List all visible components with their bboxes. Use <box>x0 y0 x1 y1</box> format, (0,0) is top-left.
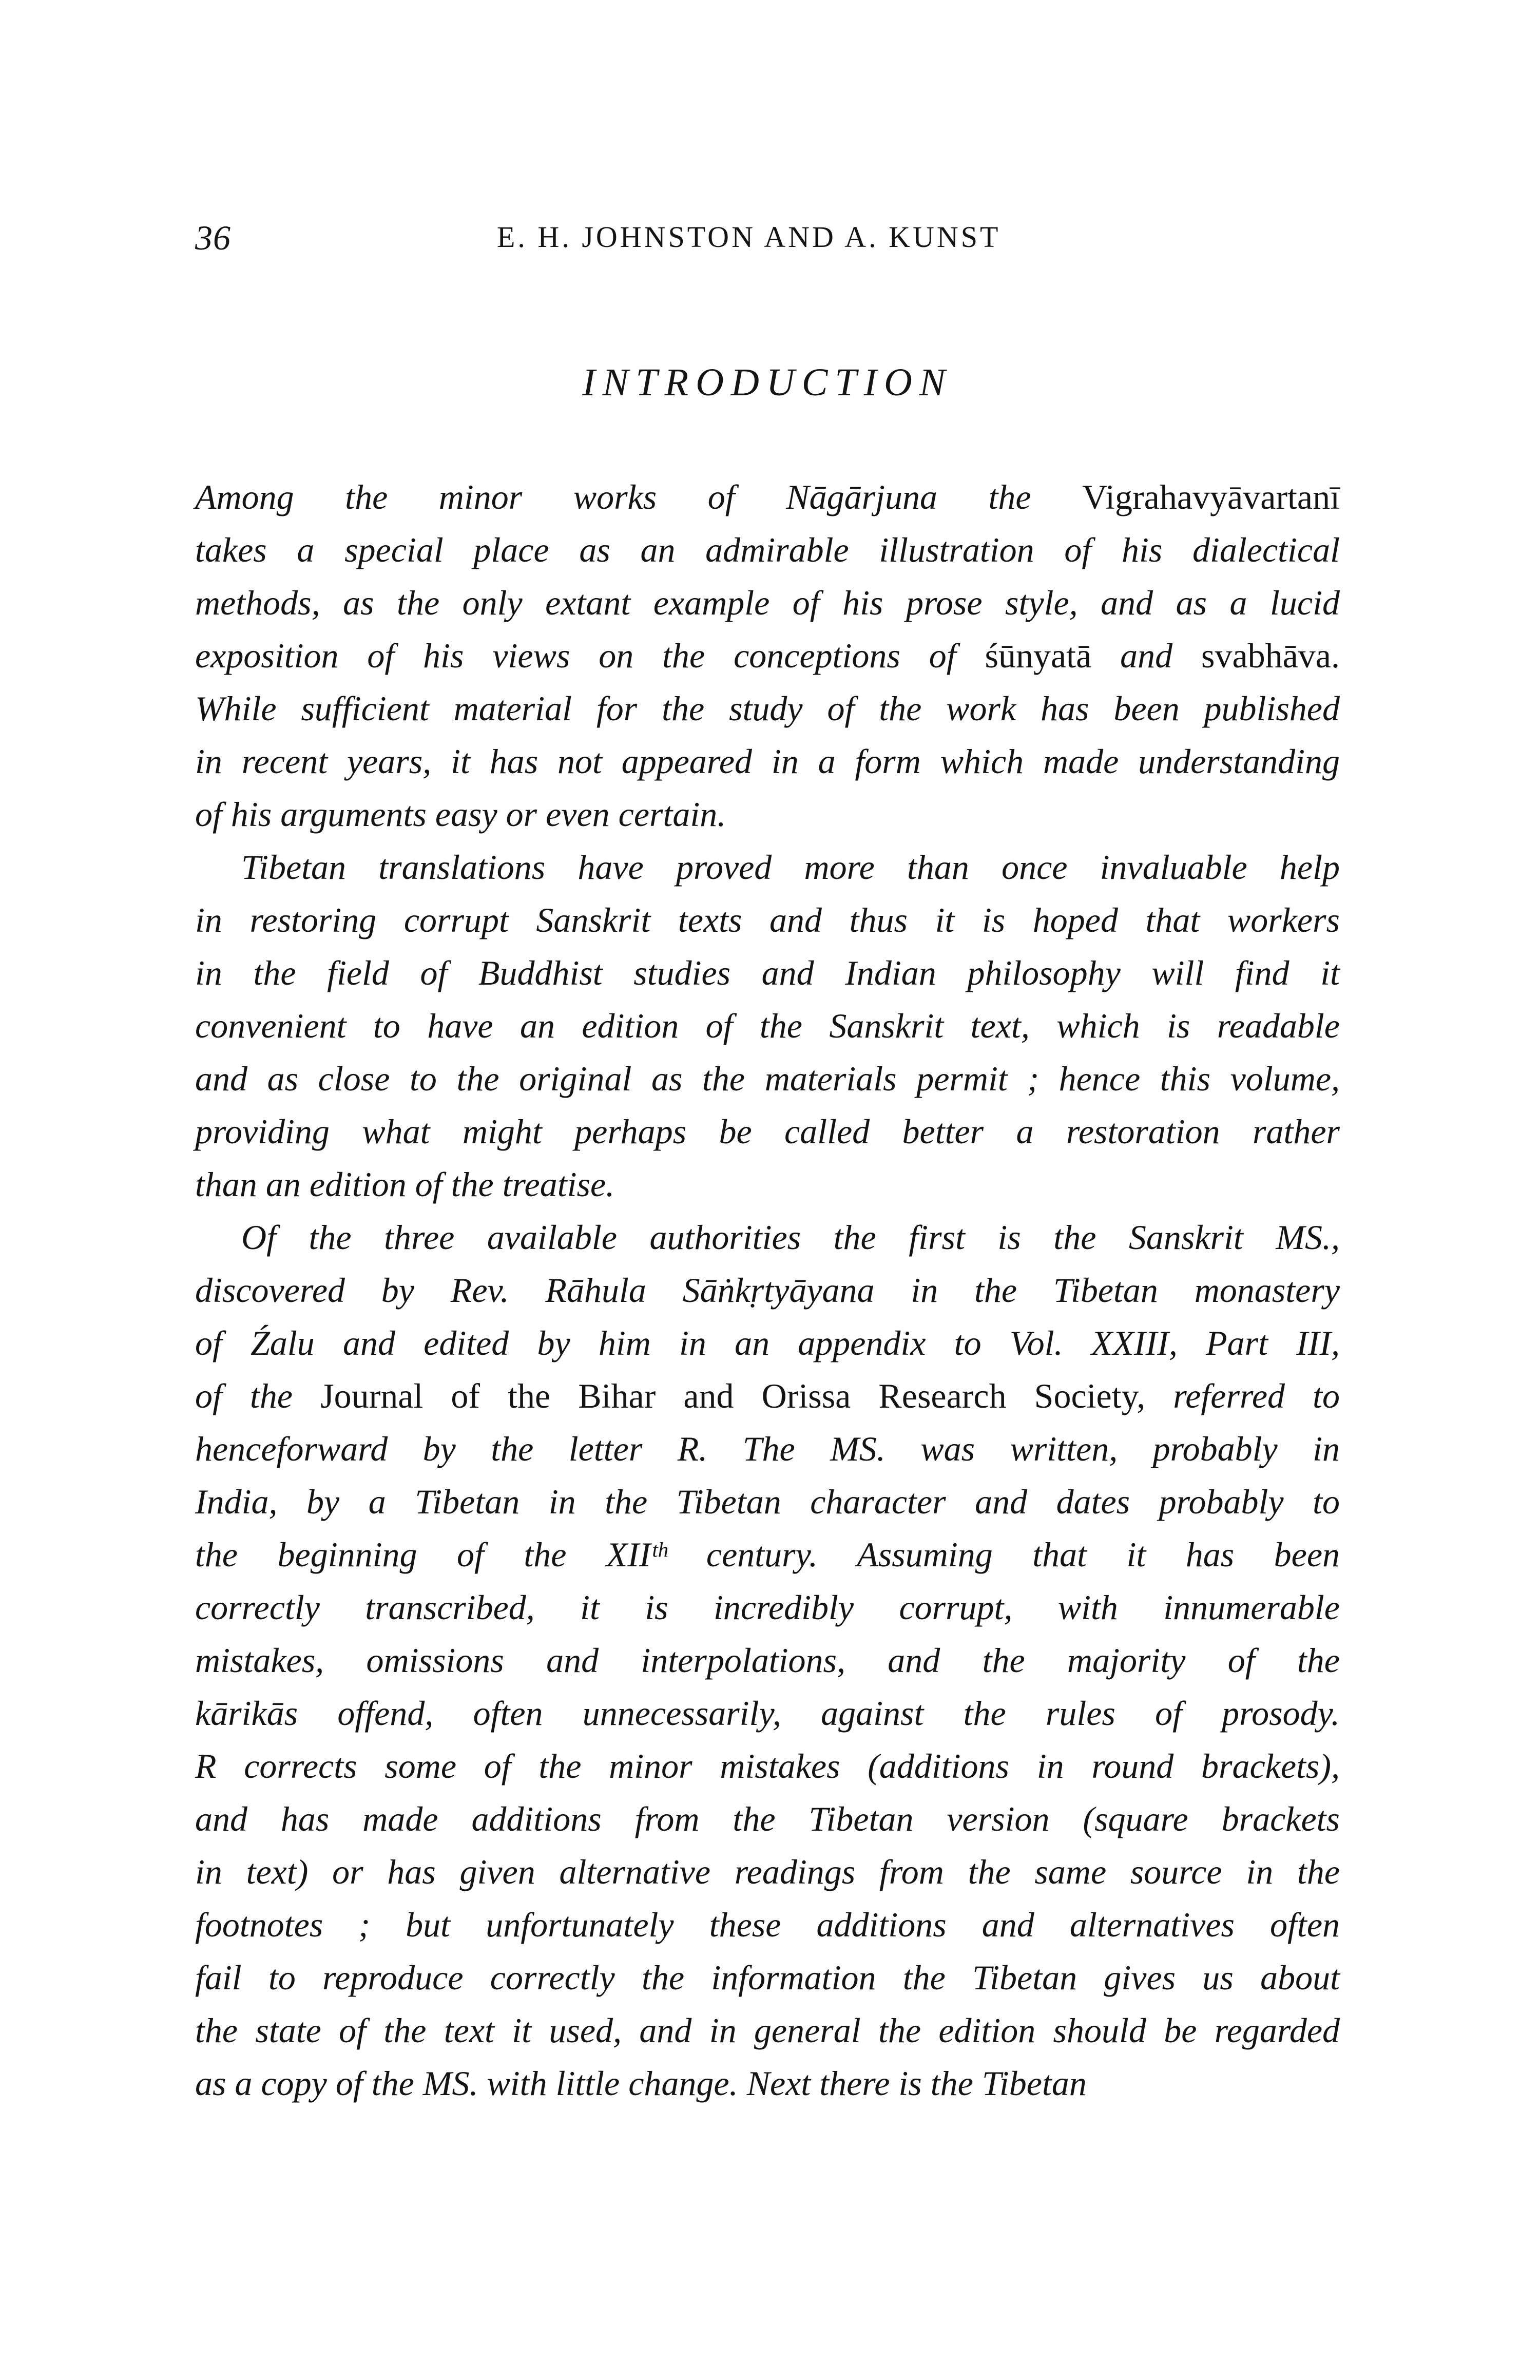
italic-text: and as close to the original as the materials permit ; hence this volume, <box>195 1059 1340 1098</box>
italic-text: mistakes, omissions and interpolations, and the majority of the <box>195 1641 1340 1680</box>
page-number: 36 <box>195 218 231 257</box>
paragraph <box>195 471 1340 841</box>
text-line <box>195 1053 1340 1106</box>
text-line <box>195 1317 1340 1370</box>
italic-text: methods, as the only extant example of his prose style, and as a lucid <box>195 583 1340 622</box>
text-line <box>195 841 1340 894</box>
text-line <box>195 1000 1340 1053</box>
text-line <box>195 1529 1340 1582</box>
text-line <box>195 1159 1340 1212</box>
text-line <box>195 577 1340 630</box>
italic-text: Of the three available authorities the first is the Sanskrit MS., <box>241 1218 1340 1257</box>
text-line <box>195 2058 1340 2110</box>
text-line <box>195 683 1340 736</box>
paragraph <box>195 841 1340 1212</box>
italic-text: henceforward by the letter R. The MS. was written, probably in <box>195 1429 1340 1468</box>
text-line <box>195 1635 1340 1687</box>
text-line <box>195 1793 1340 1846</box>
text-line <box>195 789 1340 841</box>
text-line <box>195 947 1340 1000</box>
italic-text: R corrects some of the minor mistakes (additions in round brackets), <box>195 1746 1340 1786</box>
italic-text: Tibetan translations have proved more than once invaluable help <box>241 848 1340 887</box>
text-line <box>195 1582 1340 1635</box>
body-text <box>195 471 1340 2110</box>
italic-text: in the field of Buddhist studies and Indian philosophy will find it <box>195 953 1340 992</box>
roman-text: svabhāva. <box>1201 636 1340 675</box>
italic-text: of Źalu and edited by him in an appendix to Vol. XXIII, Part III, <box>195 1323 1340 1362</box>
italic-text: and <box>1091 636 1201 675</box>
roman-text: śūnyatā <box>985 636 1092 675</box>
italic-text: India, by a Tibetan in the Tibetan character and dates probably to <box>195 1482 1340 1521</box>
italic-text: exposition of his views on the conceptions of <box>195 636 985 675</box>
italic-text: and has made additions from the Tibetan version (square brackets <box>195 1799 1340 1838</box>
italic-text: than an edition of the treatise. <box>195 1165 615 1204</box>
italic-text: in restoring corrupt Sanskrit texts and thus it is hoped that workers <box>195 900 1340 939</box>
italic-text: the state of the text it used, and in general the edition should be regarded <box>195 2011 1340 2050</box>
italic-text: the beginning of the XIIᵗʰ century. Assuming that it has been <box>195 1535 1340 1574</box>
text-line <box>195 2005 1340 2058</box>
text-line <box>195 1740 1340 1793</box>
section-title: INTRODUCTION <box>582 361 953 404</box>
italic-text: takes a special place as an admirable illustration of his dialectical <box>195 530 1340 569</box>
text-line <box>195 1952 1340 2005</box>
italic-text: in text) or has given alternative readings from the same source in the <box>195 1852 1340 1891</box>
roman-text: Journal of the Bihar and Orissa Research Society, <box>320 1376 1146 1415</box>
text-line <box>195 1899 1340 1952</box>
italic-text: Among the minor works of Nāgārjuna the <box>195 477 1083 516</box>
italic-text: of the <box>195 1376 321 1415</box>
italic-text: correctly transcribed, it is incredibly corrupt, with innumerable <box>195 1588 1340 1627</box>
text-line <box>195 894 1340 947</box>
italic-text: referred to <box>1145 1376 1340 1415</box>
text-line <box>195 1476 1340 1529</box>
text-line <box>195 1846 1340 1899</box>
text-line <box>195 1423 1340 1476</box>
italic-text: in recent years, it has not appeared in a form which made understanding <box>195 742 1340 781</box>
text-line <box>195 736 1340 789</box>
text-line <box>195 1264 1340 1317</box>
text-line <box>195 471 1340 524</box>
text-line <box>195 630 1340 683</box>
text-line <box>195 524 1340 577</box>
running-head <box>195 218 1340 269</box>
italic-text: fail to reproduce correctly the information the Tibetan gives us about <box>195 1958 1340 1997</box>
italic-text: kārikās offend, often unnecessarily, against the rules of prosody. <box>195 1694 1340 1733</box>
italic-text: discovered by Rev. Rāhula Sāṅkṛtyāyana in the Tibetan monastery <box>195 1271 1340 1310</box>
paragraph <box>195 1212 1340 2110</box>
roman-text: Vigrahavyāvartanī <box>1082 477 1340 516</box>
running-title: E. H. JOHNSTON AND A. KUNST <box>497 220 1001 254</box>
italic-text: convenient to have an edition of the Sanskrit text, which is readable <box>195 1006 1340 1045</box>
text-line <box>195 1370 1340 1423</box>
text-line <box>195 1106 1340 1159</box>
text-line <box>195 1687 1340 1740</box>
text-line <box>195 1212 1340 1264</box>
italic-text: While sufficient material for the study of the work has been published <box>195 689 1340 728</box>
italic-text: of his arguments easy or even certain. <box>195 795 726 834</box>
italic-text: providing what might perhaps be called better a restoration rather <box>195 1112 1340 1151</box>
italic-text: as a copy of the MS. with little change. Next there is the Tibetan <box>195 2064 1087 2103</box>
italic-text: footnotes ; but unfortunately these additions and alternatives often <box>195 1905 1340 1944</box>
